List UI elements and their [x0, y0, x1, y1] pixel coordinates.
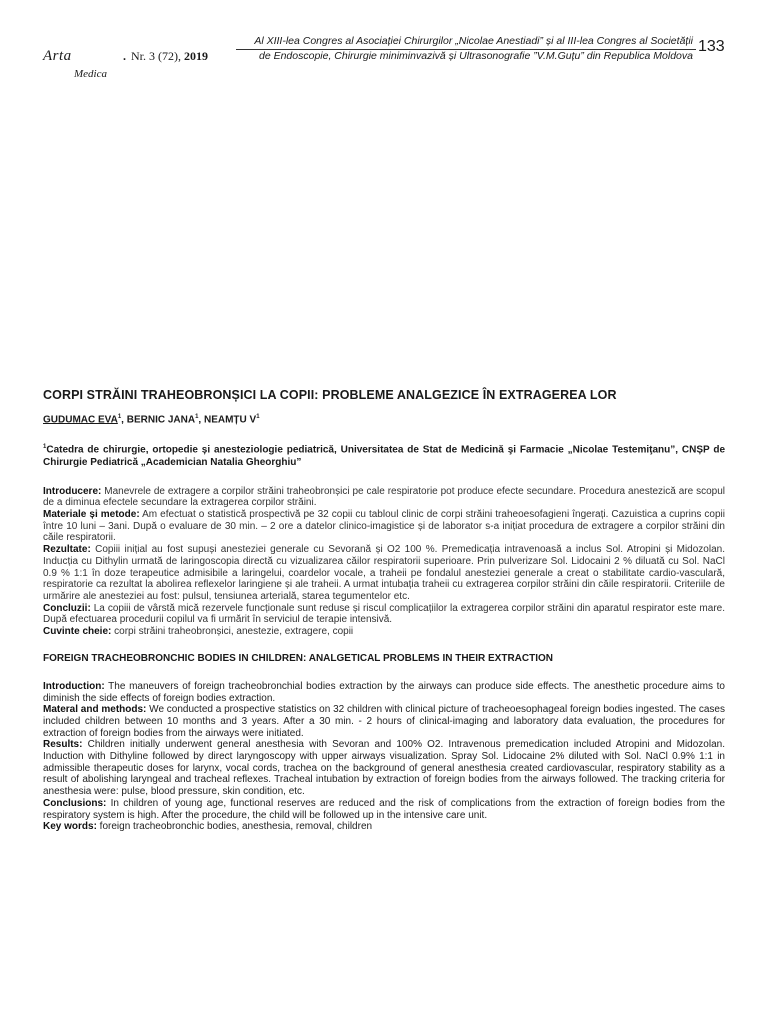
- author-1: GUDUMAC EVA: [43, 414, 118, 426]
- ro-concl-label: Concluzii:: [43, 602, 91, 614]
- ro-results-label: Rezultate:: [43, 544, 91, 556]
- ro-methods-label: Materiale și metode:: [43, 509, 140, 521]
- ro-concl-text: La copiii de vârstă mică rezervele funcționale sunt reduse și riscul complicațiilor la extragerea corpilor străini din aparatul respirator este mare. După efectuarea procedurii copilul va fi urmărit în serviciul de terapie intensivă.: [43, 602, 725, 626]
- ro-introduction: [43, 486, 725, 509]
- authors-line: [43, 414, 725, 425]
- ro-intro-text: Manevrele de extragere a corpilor străini traheobronșici pe cale respiratorie pot produce efecte secundare. Procedura anestezică are scopul de a diminua efectele secundare la extragerea corpilor străini.: [43, 485, 725, 509]
- ro-methods: [43, 509, 725, 544]
- ro-methods-text: Am efectuat o statistică prospectivă pe 32 copii cu tabloul clinic de corpi străini traheoesofagieni îngerați. Cazuistica a cuprins copii între 10 luni – 3ani. După o evaluare de 30 min. – 2 ore a datelor clinico-imagistice și de laborator s-a inițiat procedura de extragere a corpilor străini din căile respiratorii.: [43, 509, 725, 544]
- en-concl-label: Conclusions:: [43, 797, 107, 809]
- abstract-content: [43, 388, 725, 833]
- en-intro-text: The maneuvers of foreign tracheobronchial bodies extraction by the airways can produce side effects. The anesthetic procedure aims to diminish the side effects of foreign bodies extraction.: [43, 680, 725, 704]
- congress-line-1: Al XIII-lea Congres al Asociației Chirurgilor „Nicolae Anestiadi” și al III-lea Congres al Societății: [254, 35, 693, 47]
- article-title-ro: CORPI STRĂINI TRAHEOBRONȘICI LA COPII: PROBLEME ANALGEZICE ÎN EXTRAGEREA LOR: [43, 388, 617, 402]
- ro-kw-text: corpi străini traheobronșici, anestezie, extragere, copii: [111, 626, 354, 638]
- issue-info: [123, 49, 208, 64]
- article-title-en: FOREIGN TRACHEOBRONCHIC BODIES IN CHILDREN: ANALGETICAL PROBLEMS IN THEIR EXTRACTION: [43, 652, 554, 664]
- author-1-sup: 1: [117, 414, 122, 420]
- page-number: 133: [698, 38, 725, 55]
- affiliation: [43, 441, 725, 468]
- affiliation-sup: 1: [43, 444, 47, 451]
- page-header: [0, 0, 768, 80]
- en-methods: [43, 704, 725, 739]
- issue-dot: .: [123, 49, 126, 63]
- ro-results: [43, 544, 725, 603]
- ro-keywords: [43, 626, 725, 638]
- ro-conclusions: [43, 603, 725, 626]
- issue-number: Nr. 3 (72),: [131, 49, 181, 63]
- en-results-text: Children initially underwent general anesthesia with Sevoran and 100% O2. Intravenous premedication included Atropini and Midozolan. Induction with Dithyline followed by direct laryngoscopy with upper airways visualization. Spray Sol. Lidocaine 2% diluted with Sol. NaCl 0.9% 1:1 in admissible therapeutic doses for larynx, vocal cords, trachea on the background of general anesthesia created cardiovascular, respiratory stability as a result of abolishing laryngeal and tracheal reflexes. Tracheal intubation by extraction of foreign bodies from the airways followed. The tracking criteria for anesthesia were: pulse, blood pressure, skin condition, etc.: [43, 739, 725, 798]
- en-introduction: [43, 681, 725, 704]
- en-kw-label: Key words:: [43, 821, 97, 833]
- author-3-sup: 1: [256, 414, 260, 420]
- journal-logo-arta: Arta: [43, 48, 72, 64]
- en-conclusions: [43, 798, 725, 821]
- ro-intro-label: Introducere:: [43, 485, 102, 497]
- ro-results-text: Copiii inițial au fost supuși anesteziei generale cu Sevorană și O2 100 %. Premedicația intravenoasă a inclus Sol. Atropini și Midozolan. Inducția cu Dithylin urmată de laringoscopia directă cu vizualizarea căilor respiratorii superioare. Prin pulverizare Sol. Lidocaini 2 % diluată cu Sol. NaCl 0.9 % 1:1 în doze terapeutice admisibile a laringelui, coardelor vocale, a traheii pe fondalul anesteziei generale a creat o stabilitate cardio-vasculară, respiratorie ca rezultat la abolirea reflexelor laringiene și ale traheii. A urmat intubația traheii cu extragerea corpilor străini din căile respiratorii. Criteriile de urmărire ale anesteziei au fost: pulsul, tensiunea arterială, starea tegumentelor etc.: [43, 544, 725, 602]
- author-3: , NEAMȚU V: [198, 414, 257, 426]
- journal-logo-medica: Medica: [74, 68, 107, 80]
- header-rule: [236, 49, 696, 50]
- en-intro-label: Introduction:: [43, 680, 105, 692]
- en-results: [43, 739, 725, 798]
- en-concl-text: In children of young age, functional reserves are reduced and the risk of complications from the extraction of foreign bodies from the respiratory system is high. After the procedure, the child will be followed up in the intensive care unit.: [43, 797, 725, 821]
- congress-line-2: de Endoscopie, Chirurgie miniminvazivă și Ultrasonografie ”V.M.Guțu” din Republica Moldova: [258, 50, 693, 62]
- en-keywords: [43, 821, 725, 833]
- affiliation-text: Catedra de chirurgie, ortopedie și anesteziologie pediatrică, Universitatea de Stat de Medicină şi Farmacie „Nicolae Testemiţanu”, CNȘP de Chirurgie Pediatrică „Academician Natalia Gheorghiu”: [43, 444, 725, 468]
- ro-kw-label: Cuvinte cheie:: [43, 626, 112, 638]
- en-methods-label: Materal and methods:: [43, 704, 147, 716]
- en-methods-text: We conducted a prospective statistics on 32 children with clinical picture of tracheoesophageal foreign bodies ingested. The cases included children between 10 months and 3 years. After a 30 min. - 2 hours of clinical-imaging and laboratory data evaluation, the procedures for extraction of foreign bodies from the airways were initiated.: [43, 704, 725, 739]
- issue-year: 2019: [184, 49, 208, 63]
- author-2: , BERNIC JANA: [121, 414, 196, 426]
- en-kw-text: foreign tracheobronchic bodies, anesthesia, removal, children: [96, 821, 373, 833]
- author-2-sup: 1: [195, 414, 199, 420]
- en-results-label: Results:: [43, 739, 83, 751]
